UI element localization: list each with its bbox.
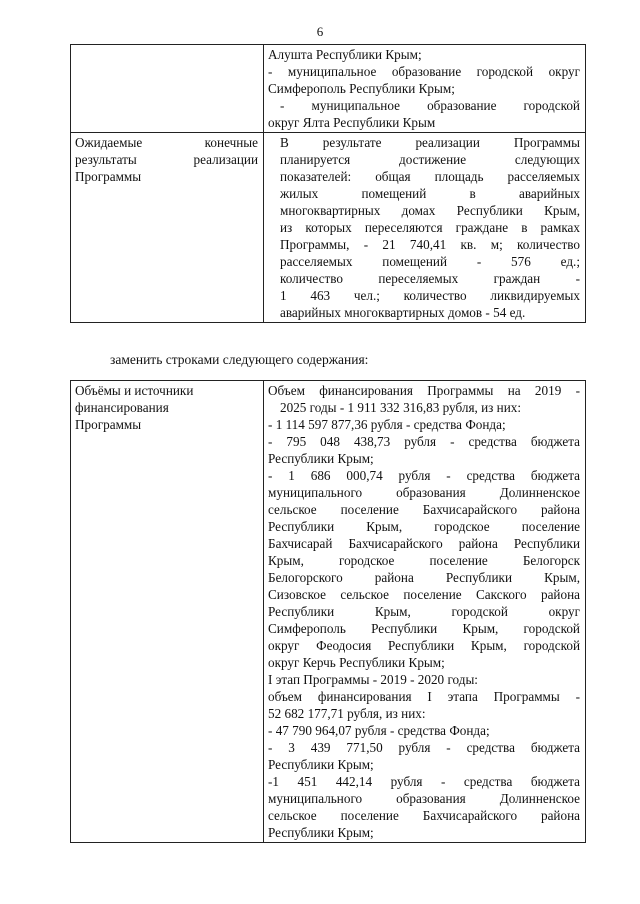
text-line: муниципального образования Долинненское bbox=[268, 791, 580, 806]
text-line: планируется достижение следующих bbox=[280, 152, 580, 167]
text-line: 1 463 чел.; количество ликвидируемых bbox=[280, 288, 580, 303]
table-row bbox=[71, 45, 586, 133]
text-line: объем финансирования I этапа Программы - bbox=[268, 689, 580, 704]
text-line: Республики Крым, городское поселение bbox=[268, 519, 580, 534]
row-content-municipalities bbox=[264, 45, 586, 133]
table-top bbox=[70, 44, 586, 323]
text-line: - 1 114 597 877,36 рубля - средства Фонда; bbox=[268, 417, 506, 432]
table-row bbox=[71, 381, 586, 843]
row-label-financing bbox=[71, 381, 264, 843]
text-line: - муниципальное образование городской bbox=[280, 98, 580, 113]
text-line: расселяемых помещений - 576 ед.; bbox=[280, 254, 580, 269]
row-content-financing bbox=[264, 381, 586, 843]
text-line: из которых переселяются граждане в рамках bbox=[280, 220, 580, 235]
text-line: сельское поселение Бахчисарайского района bbox=[268, 502, 580, 517]
text-line: Программы, - 21 740,41 кв. м; количество bbox=[280, 237, 580, 252]
text-line: - 47 790 964,07 рубля - средства Фонда; bbox=[268, 723, 490, 738]
text-line: сельское поселение Бахчисарайского района bbox=[268, 808, 580, 823]
text-line: I этап Программы - 2019 - 2020 годы: bbox=[268, 672, 478, 687]
text-line: - 795 048 438,73 рубля - средства бюджета bbox=[268, 434, 580, 449]
label-line: Программы bbox=[75, 417, 142, 432]
label-line: Ожидаемые конечные bbox=[75, 135, 258, 150]
text-line: аварийных многоквартирных домов - 54 ед. bbox=[280, 305, 526, 320]
text-line: Алушта Республики Крым; bbox=[268, 47, 422, 62]
text-line: В результате реализации Программы bbox=[280, 135, 580, 150]
text-line: Объем финансирования Программы на 2019 - bbox=[268, 383, 580, 398]
text-line: Крым, городское поселение Белогорск bbox=[268, 553, 580, 568]
label-line: Программы bbox=[75, 169, 142, 184]
text-line: - муниципальное образование городской округ bbox=[268, 64, 580, 79]
label-line: Объёмы и источники bbox=[75, 383, 194, 398]
table-row bbox=[71, 133, 586, 323]
text-line: 52 682 177,71 рубля, из них: bbox=[268, 706, 426, 721]
text-line: количество переселяемых граждан - bbox=[280, 271, 580, 286]
text-line: Республики Крым, городской округ bbox=[268, 604, 580, 619]
text-line: многоквартирных домах Республики Крым, bbox=[280, 203, 580, 218]
transition-text: заменить строками следующего содержания: bbox=[110, 352, 369, 367]
text-line: округ Ялта Республики Крым bbox=[268, 115, 436, 130]
text-line: -1 451 442,14 рубля - средства бюджета bbox=[268, 774, 580, 789]
text-line: Республики Крым; bbox=[268, 825, 374, 840]
text-line: жилых помещений в аварийных bbox=[280, 186, 580, 201]
page-number: 6 bbox=[316, 24, 324, 39]
text-line: округ Керчь Республики Крым; bbox=[268, 655, 445, 670]
text-line: Бахчисарай Бахчисарайского района Республики bbox=[268, 536, 580, 551]
text-line: Республики Крым; bbox=[268, 757, 374, 772]
text-line: - 3 439 771,50 рубля - средства бюджета bbox=[268, 740, 580, 755]
text-line: Республики Крым; bbox=[268, 451, 374, 466]
text-line: Симферополь Республики Крым; bbox=[268, 81, 455, 96]
table-bottom bbox=[70, 380, 586, 843]
label-line: финансирования bbox=[75, 400, 169, 415]
text-line: Белогорского района Республики Крым, bbox=[268, 570, 580, 585]
text-line: муниципального образования Долинненское bbox=[268, 485, 580, 500]
row-label-empty bbox=[71, 45, 264, 133]
text-line: Сизовское сельское поселение Сакского района bbox=[268, 587, 580, 602]
row-label-expected-results bbox=[71, 133, 264, 323]
text-line: показателей: общая площадь расселяемых bbox=[280, 169, 580, 184]
text-line: 2025 годы - 1 911 332 316,83 рубля, из них: bbox=[280, 400, 522, 415]
text-line: округ Феодосия Республики Крым, городской bbox=[268, 638, 580, 653]
row-content-expected-results bbox=[264, 133, 586, 323]
text-line: - 1 686 000,74 рубля - средства бюджета bbox=[268, 468, 580, 483]
label-line: результаты реализации bbox=[75, 152, 258, 167]
text-line: Симферополь Республики Крым, городской bbox=[268, 621, 580, 636]
